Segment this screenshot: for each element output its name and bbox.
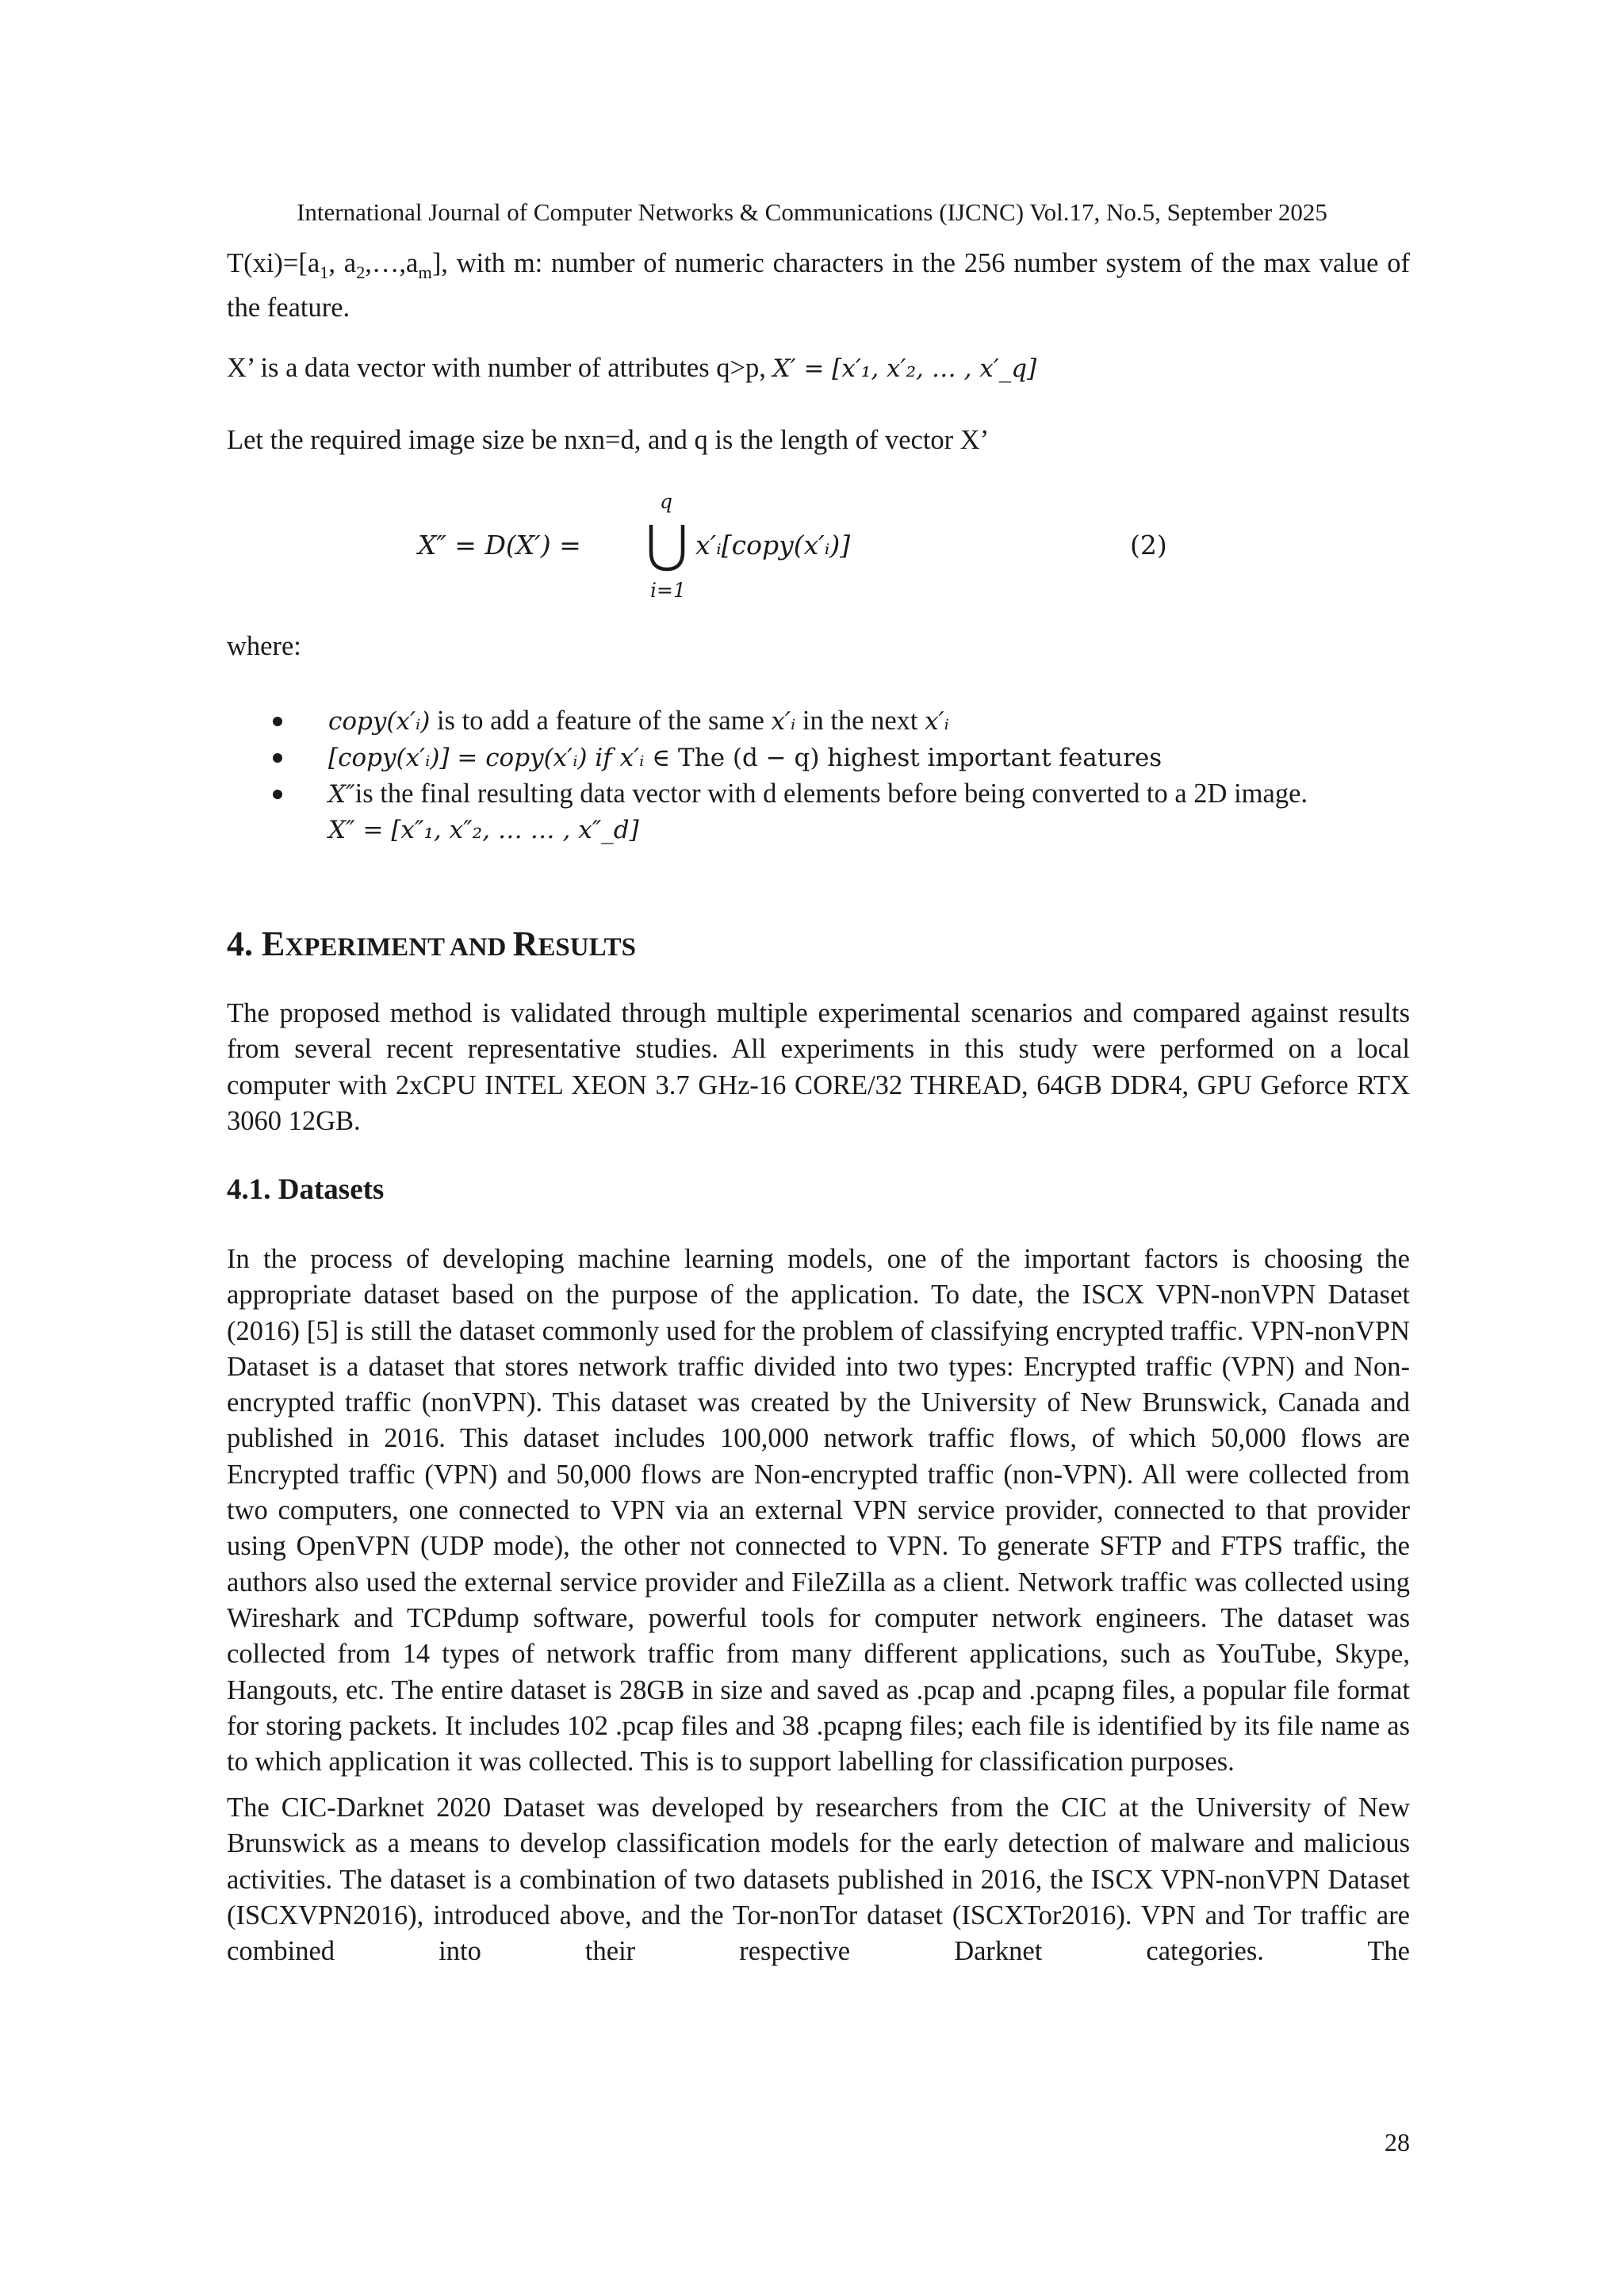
where-label: where:	[227, 631, 301, 661]
x-prime-line: X’ is a data vector with number of attributes q>p, X′ = [x′₁, x′₂, … , x′_q]	[227, 353, 1037, 383]
union-upper-limit: q	[660, 490, 673, 513]
big-union-icon	[646, 523, 688, 572]
intro-block	[227, 246, 1410, 326]
datasets-paragraph-2: The CIC-Darknet 2020 Dataset was developed by researchers from the CIC at the University of New Brunswick as a means to develop classification models for the early detection of malware and malicious activities. The dataset is a combination of two datasets published in 2016, the ISCX VPN-nonVPN Dataset (ISCXVPN2016), introduced above, and the Tor-nonTor dataset (ISCXTor2016). VPN and Tor traffic are combined into their respective Darknet categories. The	[227, 1793, 1410, 1967]
bullet-dot	[273, 717, 282, 726]
definition-bullets	[273, 703, 1410, 848]
equation-lhs: X″ = D(X′) =	[418, 530, 581, 561]
final-vector-formula: X″ = [x″₁, x″₂, … … , x″_d]	[328, 816, 639, 844]
experiment-paragraph: The proposed method is validated through multiple experimental scenarios and compared against results from several recent representative studies. All experiments in this study were performed on a local computer with 2xCPU INTEL XEON 3.7 GHz-16 CORE/32 THREAD, 64GB DDR4, GPU Geforce RTX 3060 12GB.	[227, 998, 1410, 1136]
equation-body: x′ᵢ[copy(x′ᵢ)]	[695, 530, 851, 561]
equation-2	[418, 490, 1211, 609]
page-number: 28	[1385, 2128, 1410, 2156]
bullet-copy-condition: [copy(x′ᵢ)] = copy(x′ᵢ) if x′ᵢ ∈ The (d − q) highest important features	[273, 740, 1410, 776]
bullet-copy-definition: copy(x′ᵢ) is to add a feature of the same x′ᵢ in the next x′ᵢ	[273, 703, 1410, 740]
running-header: International Journal of Computer Networks & Communications (IJCNC) Vol.17, No.5, September 2025	[297, 198, 1327, 226]
section-heading: 4. EXPERIMENT AND RESULTS	[227, 924, 636, 963]
t-definition: $T(xi)=[a_1$, $a_2,\dots,a_m$], with m: number of numeric characters in the 256 number system of the max value of the feature.	[227, 248, 1410, 323]
subsection-heading: 4.1. Datasets	[227, 1173, 385, 1206]
datasets-paragraph-1: In the process of developing machine learning models, one of the important factors is choosing the appropriate dataset based on the purpose of the application. To date, the ISCX VPN-nonVPN Dataset (2016) [5] is still the dataset commonly used for the problem of classifying encrypted traffic. VPN-nonVPN Dataset is a dataset that stores network traffic divided into two types: Encrypted traffic (VPN) and Non-encrypted traffic (nonVPN). This dataset was created by the University of New Brunswick, Canada and published in 2016. This dataset includes 100,000 network traffic flows, of which 50,000 flows are Encrypted traffic (VPN) and 50,000 flows are Non-encrypted traffic (non-VPN). All were collected from two computers, one connected to VPN via an external VPN service provider, connected to that provider using OpenVPN (UDP mode), the other not connected to VPN. To generate SFTP and FTPS traffic, the authors also used the external service provider and FileZilla as a client. Network traffic was collected using Wireshark and TCPdump software, powerful tools for computer network engineers. The dataset was collected from 14 types of network traffic from many different applications, such as YouTube, Skype, Hangouts, etc. The entire dataset is 28GB in size and saved as .pcap and .pcapng files, a popular file format for storing packets. It includes 102 .pcap files and 38 .pcapng files; each file is identified by its file name as to which application it was collected. This is to support labelling for classification purposes.	[227, 1244, 1410, 1777]
bullet-dot	[273, 790, 282, 799]
bullet-final-vector: X″is the final resulting data vector with d elements before being converted to a 2D image. X″ = [x″₁, x″₂, … … , x″_d]	[273, 776, 1410, 848]
bullet-dot	[273, 753, 282, 763]
union-lower-limit: i=1	[650, 579, 686, 602]
equation-number: (2)	[1130, 530, 1167, 561]
image-size-line: Let the required image size be nxn=d, and q is the length of vector X’	[227, 425, 990, 455]
